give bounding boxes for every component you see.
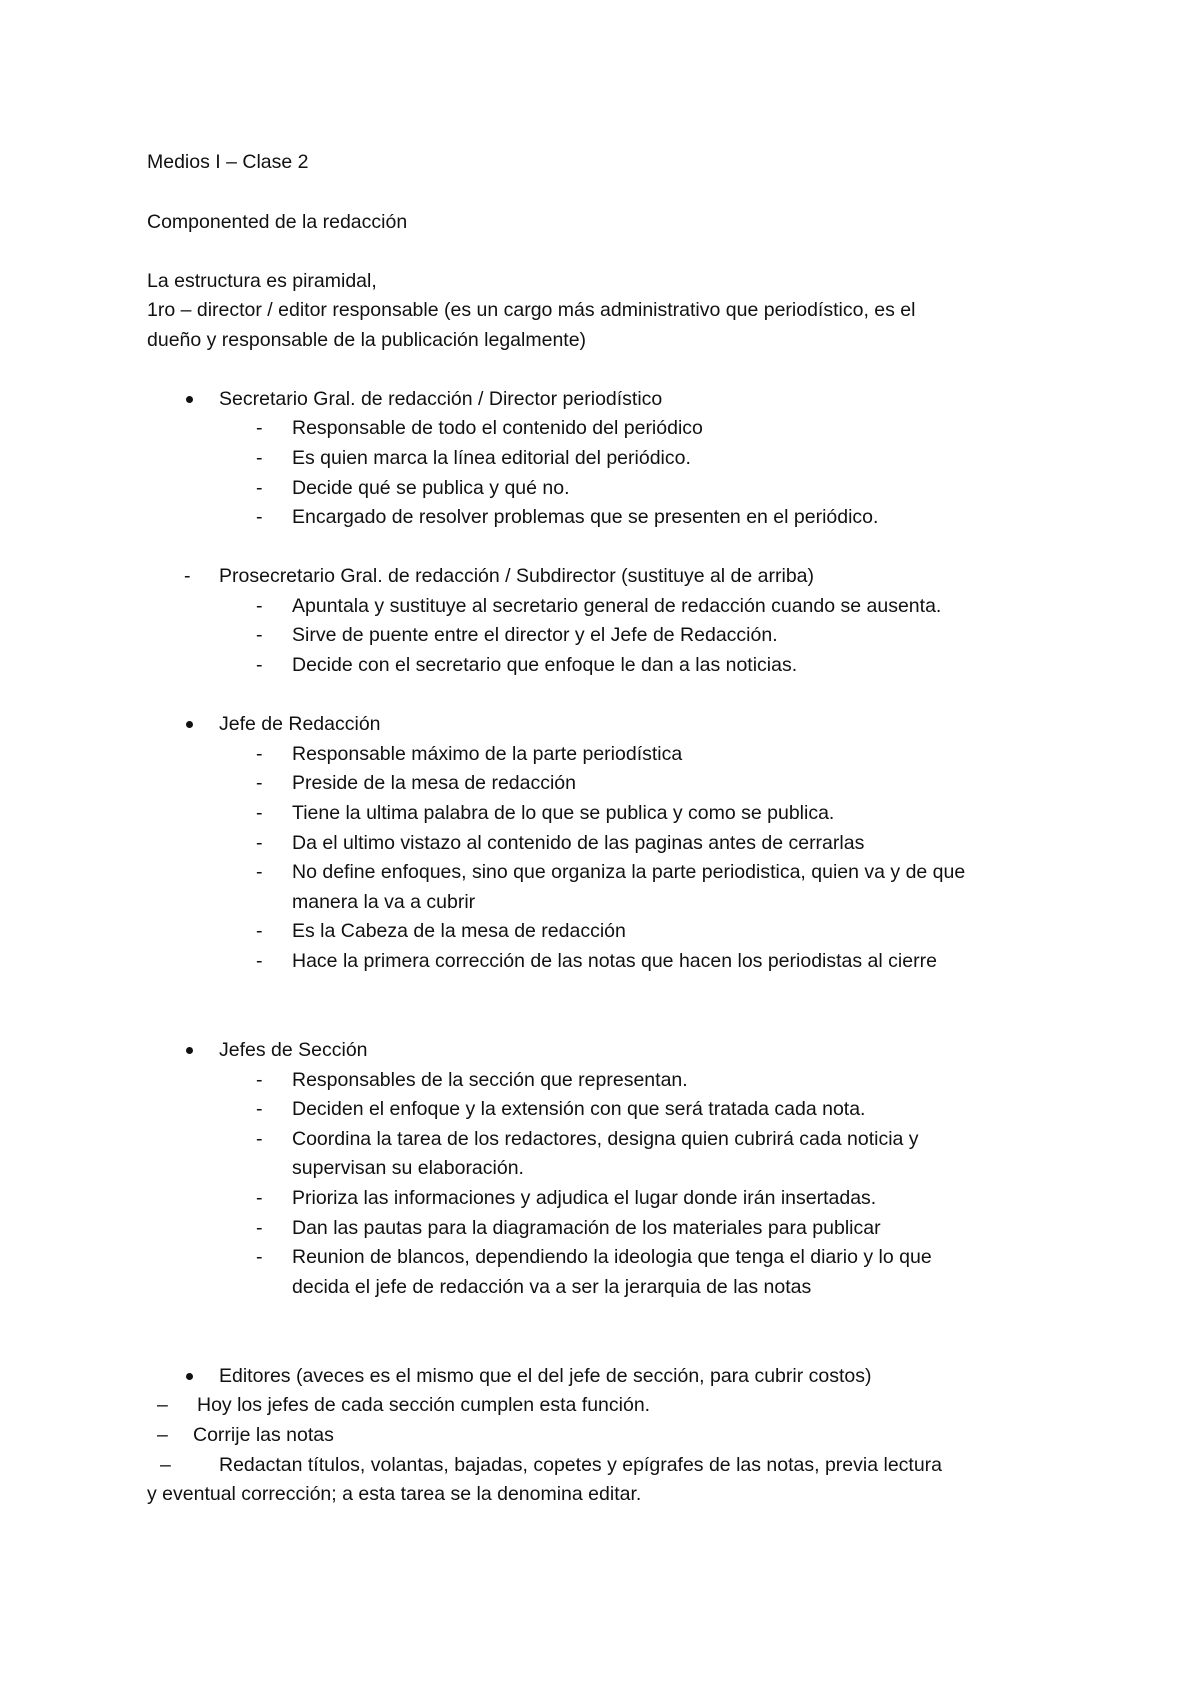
list-item: Responsable de todo el contenido del periódico <box>292 417 703 439</box>
list-item: Encargado de resolver problemas que se presenten en el periódico. <box>292 506 879 528</box>
dash-marker: - <box>256 802 263 824</box>
list-item: Redactan títulos, volantas, bajadas, copetes y epígrafes de las notas, previa lectura <box>219 1454 943 1476</box>
dash-marker: - <box>256 1246 263 1268</box>
dash-marker: - <box>256 624 263 646</box>
dash-marker: - <box>256 447 263 469</box>
long-dash-marker: – <box>157 1424 168 1446</box>
section-heading-editores: Editores (aveces es el mismo que el del jefe de sección, para cubrir costos) <box>219 1365 872 1387</box>
list-item: Es quien marca la línea editorial del periódico. <box>292 447 691 469</box>
intro-line: dueño y responsable de la publicación legalmente) <box>147 329 587 351</box>
section-heading-prosecretario: Prosecretario Gral. de redacción / Subdirector (sustituye al de arriba) <box>219 565 815 587</box>
list-item: Decide qué se publica y qué no. <box>292 477 570 499</box>
list-item-continuation: decida el jefe de redacción va a ser la jerarquia de las notas <box>292 1276 812 1298</box>
list-item: Da el ultimo vistazo al contenido de las paginas antes de cerrarlas <box>292 832 865 854</box>
list-item: Preside de la mesa de redacción <box>292 772 576 794</box>
dash-marker: - <box>256 743 263 765</box>
list-item: Corrije las notas <box>193 1424 334 1446</box>
list-item-continuation: manera la va a cubrir <box>292 891 476 913</box>
section-heading-secretario: Secretario Gral. de redacción / Director periodístico <box>219 388 663 410</box>
list-item: Decide con el secretario que enfoque le dan a las noticias. <box>292 654 798 676</box>
dash-marker: - <box>256 1217 263 1239</box>
document-title: Medios I – Clase 2 <box>147 151 309 173</box>
bullet-icon <box>186 1373 193 1380</box>
long-dash-marker: – <box>157 1394 168 1416</box>
dash-marker: - <box>256 506 263 528</box>
list-item: Sirve de puente entre el director y el Jefe de Redacción. <box>292 624 778 646</box>
dash-marker: - <box>256 417 263 439</box>
list-item: Responsable máximo de la parte periodística <box>292 743 683 765</box>
dash-marker: - <box>256 1069 263 1091</box>
dash-marker: - <box>256 861 263 883</box>
list-item: Hoy los jefes de cada sección cumplen esta función. <box>197 1394 651 1416</box>
list-item: Hace la primera corrección de las notas que hacen los periodistas al cierre <box>292 950 937 972</box>
long-dash-marker: – <box>160 1454 171 1476</box>
dash-marker: - <box>256 1098 263 1120</box>
dash-marker: - <box>256 832 263 854</box>
list-item: Apuntala y sustituye al secretario general de redacción cuando se ausenta. <box>292 595 942 617</box>
dash-marker: - <box>256 654 263 676</box>
bullet-icon <box>186 396 193 403</box>
section-heading-jefe-redaccion: Jefe de Redacción <box>219 713 381 735</box>
dash-marker: - <box>256 1187 263 1209</box>
dash-marker: - <box>256 595 263 617</box>
bullet-icon <box>186 1047 193 1054</box>
list-item-continuation: supervisan su elaboración. <box>292 1157 524 1179</box>
dash-marker: - <box>256 950 263 972</box>
intro-line: 1ro – director / editor responsable (es un cargo más administrativo que periodístico, es el <box>147 299 916 321</box>
list-item: Es la Cabeza de la mesa de redacción <box>292 920 626 942</box>
dash-marker: - <box>256 477 263 499</box>
bullet-icon <box>186 721 193 728</box>
list-item: Responsables de la sección que representan. <box>292 1069 688 1091</box>
dash-marker: - <box>184 565 191 587</box>
section-heading-jefes-seccion: Jefes de Sección <box>219 1039 368 1061</box>
list-item: No define enfoques, sino que organiza la parte periodistica, quien va y de que <box>292 861 966 883</box>
document-subtitle: Componented de la redacción <box>147 211 408 233</box>
list-item: Deciden el enfoque y la extensión con que será tratada cada nota. <box>292 1098 866 1120</box>
list-item: Prioriza las informaciones y adjudica el lugar donde irán insertadas. <box>292 1187 877 1209</box>
list-item-continuation: y eventual corrección; a esta tarea se la denomina editar. <box>147 1483 642 1505</box>
list-item: Coordina la tarea de los redactores, designa quien cubrirá cada noticia y <box>292 1128 919 1150</box>
dash-marker: - <box>256 1128 263 1150</box>
dash-marker: - <box>256 920 263 942</box>
list-item: Reunion de blancos, dependiendo la ideologia que tenga el diario y lo que <box>292 1246 932 1268</box>
dash-marker: - <box>256 772 263 794</box>
intro-line: La estructura es piramidal, <box>147 270 377 292</box>
list-item: Tiene la ultima palabra de lo que se publica y como se publica. <box>292 802 835 824</box>
list-item: Dan las pautas para la diagramación de los materiales para publicar <box>292 1217 881 1239</box>
